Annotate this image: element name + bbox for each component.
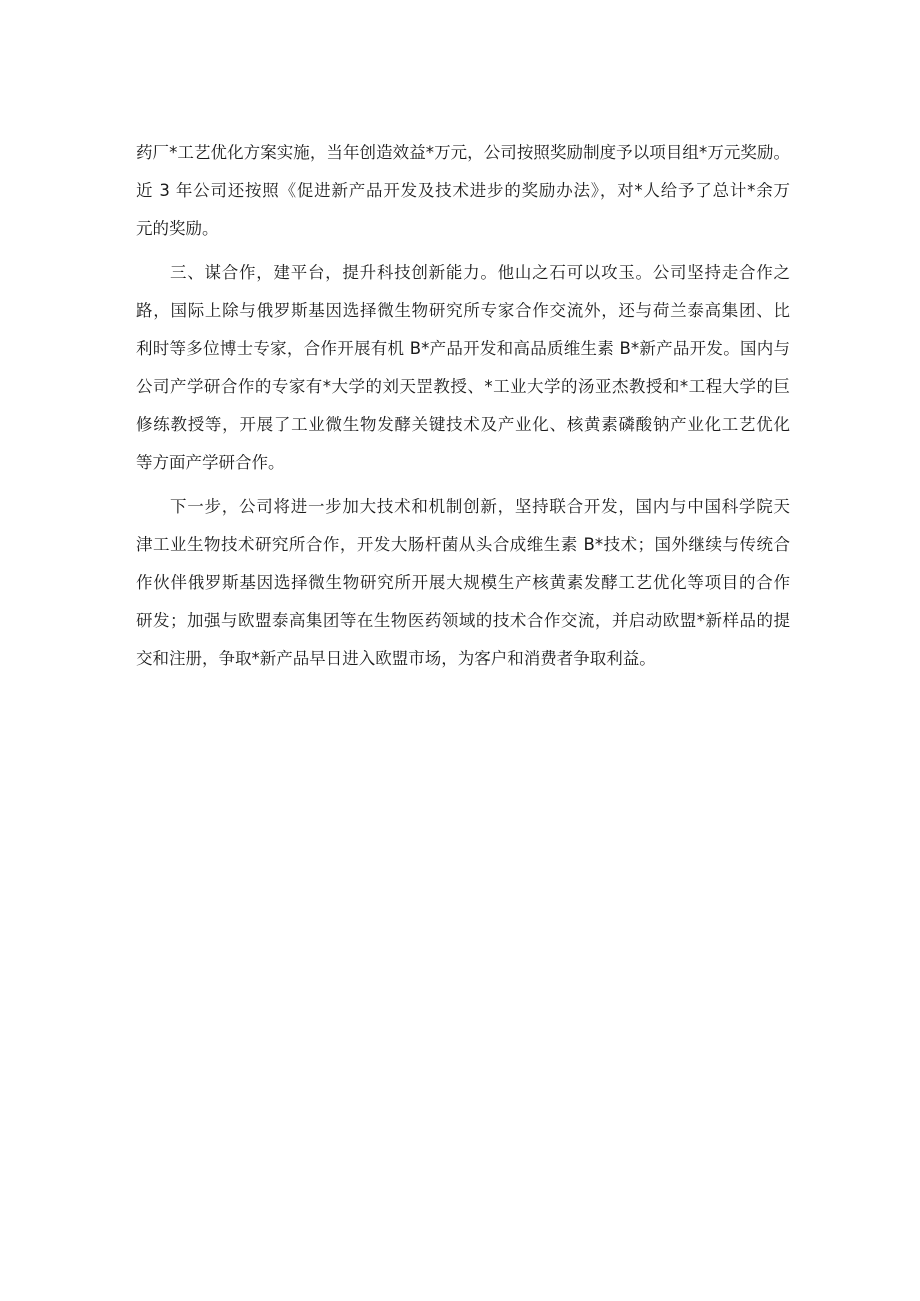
text-line: 路，国际上除与俄罗斯基因选择微生物研究所专家合作交流外，还与荷兰泰高集团、比 [136, 301, 790, 320]
text-line: 作伙伴俄罗斯基因选择微生物研究所开展大规模生产核黄素发酵工艺优化等项目的合作 [136, 573, 790, 592]
text-line: 下一步，公司将进一步加大技术和机制创新，坚持联合开发，国内与中国科学院天 [170, 497, 790, 516]
document-body [136, 134, 790, 678]
text-line: 近 3 年公司还按照《促进新产品开发及技术进步的奖励办法》，对*人给予了总计*余万 [136, 181, 790, 200]
text-line: 津工业生物技术研究所合作，开发大肠杆菌从头合成维生素 B*技术；国外继续与传统合 [136, 535, 790, 554]
text-line: 药厂*工艺优化方案实施，当年创造效益*万元，公司按照奖励制度予以项目组*万元奖励。 [136, 143, 790, 162]
text-line: 交和注册，争取*新产品早日进入欧盟市场，为客户和消费者争取利益。 [136, 649, 656, 668]
text-line: 三、谋合作，建平台，提升科技创新能力。他山之石可以攻玉。公司坚持走合作之 [170, 263, 790, 282]
text-line: 利时等多位博士专家，合作开展有机 B*产品开发和高品质维生素 B*新产品开发。国内与 [136, 339, 790, 358]
text-line: 公司产学研合作的专家有*大学的刘天罡教授、*工业大学的汤亚杰教授和*工程大学的巨 [136, 377, 790, 396]
text-line: 元的奖励。 [136, 219, 219, 238]
text-line: 修练教授等，开展了工业微生物发酵关键技术及产业化、核黄素磷酸钠产业化工艺优化 [136, 415, 790, 434]
paragraph-1 [136, 134, 790, 248]
text-line: 等方面产学研合作。 [136, 453, 285, 472]
text-line: 研发；加强与欧盟泰高集团等在生物医药领域的技术合作交流，并启动欧盟*新样品的提 [136, 611, 790, 630]
paragraph-3 [136, 488, 790, 678]
paragraph-2 [136, 254, 790, 482]
